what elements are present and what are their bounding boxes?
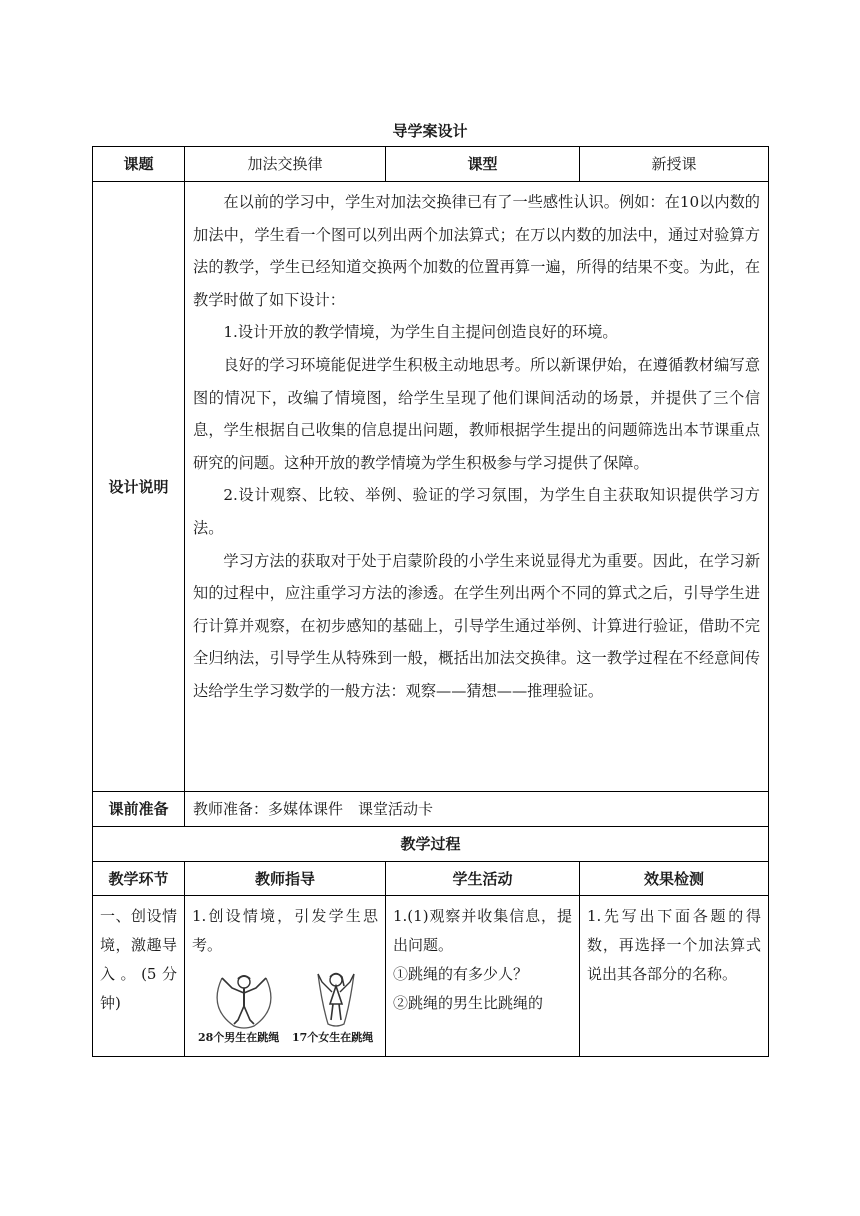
jump-rope-illustration <box>192 968 378 1052</box>
column-header-teacher: 教师指导 <box>185 862 386 896</box>
design-paragraph: 良好的学习环境能促进学生积极主动地思考。所以新课伊始，在遵循教材编写意图的情况下，改编了情境图，给学生呈现了他们课间活动的场景，并提供了三个信息，学生根据自己收集的信息提出问题，教师根据学生提出的问题筛选出本节课重点研究的问题。这种开放的教学情境为学生积极参与学习提供了保障。 <box>193 355 760 472</box>
boy-jumping-rope-icon <box>200 968 288 1030</box>
teacher-cell <box>185 896 386 1057</box>
student-line: 1.(1)观察并收集信息，提出问题。 <box>393 907 572 954</box>
design-label: 设计说明 <box>93 182 185 792</box>
design-paragraph: 在以前的学习中，学生对加法交换律已有了一些感性认识。例如：在10以内数的加法中，学生看一个图可以列出两个加法算式；在万以内数的加法中，通过对验算方法的教学，学生已经知道交换两个加数的位置再算一遍，所得的结果不变。为此，在教学时做了如下设计： <box>193 193 760 309</box>
process-row <box>93 896 769 1057</box>
process-title: 教学过程 <box>93 827 769 862</box>
boys-caption: 28个男生在跳绳 <box>198 1031 280 1044</box>
column-header-student: 学生活动 <box>386 862 580 896</box>
preparation-label: 课前准备 <box>93 792 185 827</box>
lesson-type-value: 新授课 <box>580 147 769 182</box>
student-cell <box>386 896 580 1057</box>
design-paragraph: 学习方法的获取对于处于启蒙阶段的小学生来说显得尤为重要。因此，在学习新知的过程中，应注重学习方法的渗透。在学生列出两个不同的算式之后，引导学生进行计算并观察，在初步感知的基础上，引导学生通过举例、计算进行验证，借助不完全归纳法，引导学生从特殊到一般，概括出加法交换律。这一教学过程在不经意间传达给学生学习数学的一般方法：观察——猜想——推理验证。 <box>193 551 760 700</box>
student-line: ②跳绳的男生比跳绳的 <box>393 994 544 1012</box>
design-description <box>185 182 769 792</box>
header-row <box>93 147 769 182</box>
girls-caption: 17个女生在跳绳 <box>292 1031 374 1044</box>
teacher-text: 1.创设情境，引发学生思考。 <box>192 907 378 954</box>
stage-text: 一、创设情境，激趣导入。(5分钟) <box>100 907 177 1012</box>
process-title-row <box>93 827 769 862</box>
stage-cell <box>93 896 185 1057</box>
check-text: 1.先写出下面各题的得数，再选择一个加法算式说出其各部分的名称。 <box>587 907 761 983</box>
lesson-type-label: 课型 <box>386 147 580 182</box>
process-header-row <box>93 862 769 896</box>
student-line: ①跳绳的有多少人？ <box>393 965 529 983</box>
design-paragraph: 1.设计开放的教学情境，为学生自主提问创造良好的环境。 <box>223 323 618 342</box>
column-header-check: 效果检测 <box>580 862 769 896</box>
topic-label: 课题 <box>93 147 185 182</box>
girl-jumping-rope-icon <box>292 968 380 1030</box>
lesson-plan-table <box>92 146 769 1057</box>
preparation-row <box>93 792 769 827</box>
column-header-stage: 教学环节 <box>93 862 185 896</box>
design-row <box>93 182 769 792</box>
document-title: 导学案设计 <box>392 122 468 140</box>
preparation-value: 教师准备：多媒体课件 课堂活动卡 <box>185 792 769 827</box>
topic-value: 加法交换律 <box>185 147 386 182</box>
check-cell <box>580 896 769 1057</box>
design-paragraph: 2.设计观察、比较、举例、验证的学习氛围，为学生自主获取知识提供学习方法。 <box>193 486 760 537</box>
